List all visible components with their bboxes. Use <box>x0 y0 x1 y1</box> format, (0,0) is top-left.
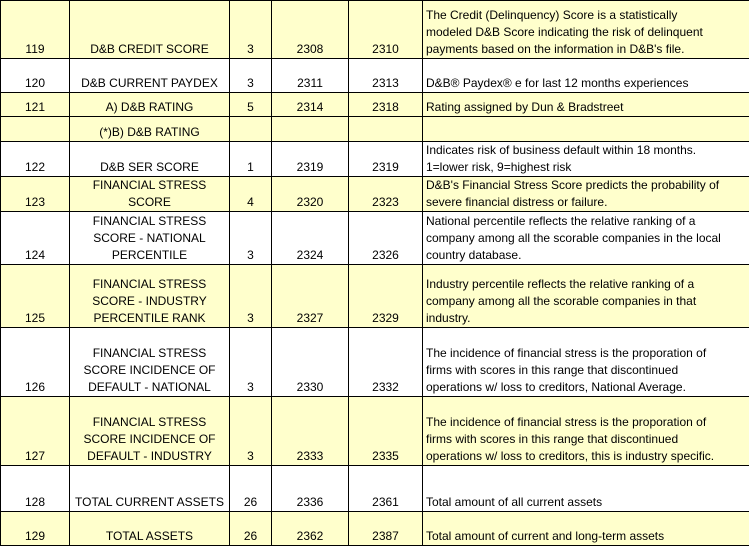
table-row <box>1 142 749 177</box>
field-description: National percentile reflects the relative ranking of a company among all the scorable companies in the local country database. <box>423 212 749 265</box>
table-row <box>1 397 749 466</box>
table-row <box>1 212 749 265</box>
end-position: 2387 <box>349 512 423 546</box>
field-name: A) D&B RATING <box>70 93 230 117</box>
field-name: TOTAL ASSETS <box>70 512 230 546</box>
end-position: 2332 <box>349 328 423 397</box>
field-description: Industry percentile reflects the relative ranking of a company among all the scorable companies in that industry. <box>423 265 749 328</box>
field-description: Total amount of current and long-term assets <box>423 512 749 546</box>
field-name: TOTAL CURRENT ASSETS <box>70 466 230 512</box>
start-position: 2319 <box>272 142 349 177</box>
field-description: Indicates risk of business default within 18 months. 1=lower risk, 9=highest risk <box>423 142 749 177</box>
field-description: Rating assigned by Dun & Bradstreet <box>423 93 749 117</box>
field-name: D&B CREDIT SCORE <box>70 1 230 59</box>
start-position <box>272 117 349 142</box>
field-length: 26 <box>230 512 272 546</box>
field-name: (*)B) D&B RATING <box>70 117 230 142</box>
table-row <box>1 265 749 328</box>
table-row <box>1 512 749 546</box>
field-length: 26 <box>230 466 272 512</box>
field-length: 3 <box>230 212 272 265</box>
field-description <box>423 117 749 142</box>
field-description: D&B's Financial Stress Score predicts the probability of severe financial distress or failure. <box>423 177 749 212</box>
table-row <box>1 117 749 142</box>
table-row <box>1 466 749 512</box>
end-position: 2329 <box>349 265 423 328</box>
start-position: 2327 <box>272 265 349 328</box>
end-position: 2313 <box>349 59 423 93</box>
field-description: Total amount of all current assets <box>423 466 749 512</box>
row-number: 120 <box>1 59 70 93</box>
table-row <box>1 59 749 93</box>
field-length: 1 <box>230 142 272 177</box>
table-row <box>1 328 749 397</box>
start-position: 2330 <box>272 328 349 397</box>
field-length: 5 <box>230 93 272 117</box>
start-position: 2308 <box>272 1 349 59</box>
field-length: 3 <box>230 397 272 466</box>
field-name: D&B SER SCORE <box>70 142 230 177</box>
start-position: 2333 <box>272 397 349 466</box>
field-description: D&B® Paydex® e for last 12 months experiences <box>423 59 749 93</box>
field-length: 3 <box>230 328 272 397</box>
row-number: 128 <box>1 466 70 512</box>
end-position: 2310 <box>349 1 423 59</box>
end-position: 2361 <box>349 466 423 512</box>
table-row <box>1 177 749 212</box>
start-position: 2336 <box>272 466 349 512</box>
row-number: 119 <box>1 1 70 59</box>
end-position: 2326 <box>349 212 423 265</box>
table-row <box>1 1 749 59</box>
row-number: 123 <box>1 177 70 212</box>
field-description: The incidence of financial stress is the proporation of firms with scores in this range that discontinued operations w/ loss to creditors, National Average. <box>423 328 749 397</box>
field-description: The Credit (Delinquency) Score is a statistically modeled D&B Score indicating the risk of delinquent payments based on the information in D&B's file. <box>423 1 749 59</box>
row-number: 124 <box>1 212 70 265</box>
start-position: 2362 <box>272 512 349 546</box>
field-name: FINANCIAL STRESS SCORE <box>70 177 230 212</box>
start-position: 2324 <box>272 212 349 265</box>
row-number: 122 <box>1 142 70 177</box>
field-name: FINANCIAL STRESS SCORE - INDUSTRY PERCENTILE RANK <box>70 265 230 328</box>
start-position: 2311 <box>272 59 349 93</box>
field-length <box>230 117 272 142</box>
row-number: 127 <box>1 397 70 466</box>
row-number: 121 <box>1 93 70 117</box>
end-position: 2335 <box>349 397 423 466</box>
row-number: 126 <box>1 328 70 397</box>
field-length: 4 <box>230 177 272 212</box>
field-length: 3 <box>230 59 272 93</box>
field-name: FINANCIAL STRESS SCORE INCIDENCE OF DEFAULT - NATIONAL <box>70 328 230 397</box>
field-length: 3 <box>230 265 272 328</box>
start-position: 2314 <box>272 93 349 117</box>
end-position <box>349 117 423 142</box>
field-name: FINANCIAL STRESS SCORE - NATIONAL PERCENTILE <box>70 212 230 265</box>
table-row <box>1 93 749 117</box>
row-number: 125 <box>1 265 70 328</box>
field-name: FINANCIAL STRESS SCORE INCIDENCE OF DEFAULT - INDUSTRY <box>70 397 230 466</box>
row-number <box>1 117 70 142</box>
field-length: 3 <box>230 1 272 59</box>
end-position: 2318 <box>349 93 423 117</box>
field-description: The incidence of financial stress is the proporation of firms with scores in this range that discontinued operations w/ loss to creditors, this is industry specific. <box>423 397 749 466</box>
end-position: 2323 <box>349 177 423 212</box>
start-position: 2320 <box>272 177 349 212</box>
end-position: 2319 <box>349 142 423 177</box>
field-name: D&B CURRENT PAYDEX <box>70 59 230 93</box>
row-number: 129 <box>1 512 70 546</box>
